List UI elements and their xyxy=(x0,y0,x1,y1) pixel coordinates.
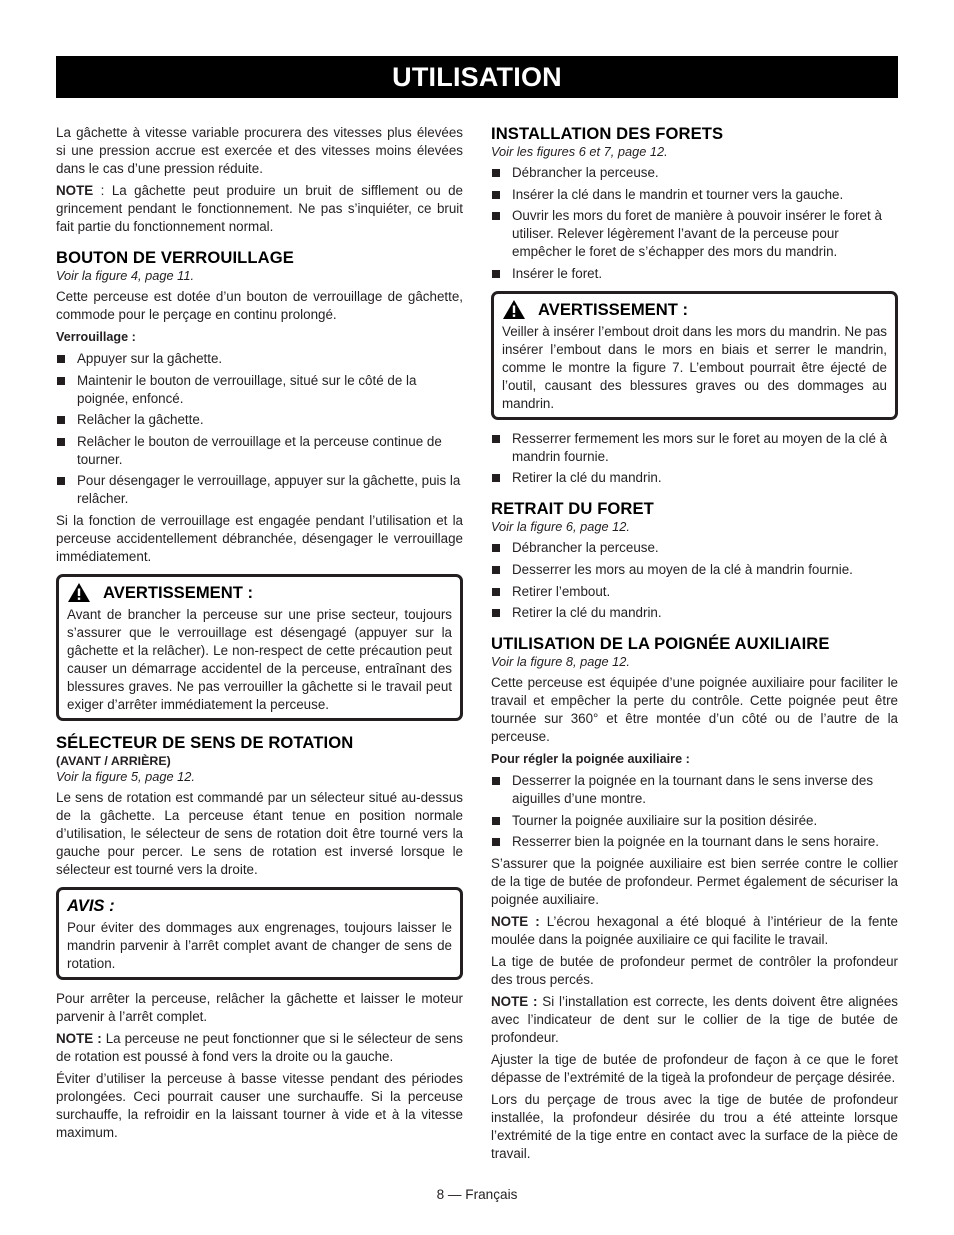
list-label: Verrouillage : xyxy=(56,330,136,344)
list-item: Débrancher la perceuse. xyxy=(491,539,898,557)
list-item: Relâcher la gâchette. xyxy=(56,411,463,429)
note-text: La perceuse ne peut fonctionner que si le sélecteur de sens de rotation est poussé à fond vers la droite ou la gauche. xyxy=(56,1030,464,1064)
note-label: NOTE : xyxy=(56,1030,102,1046)
note-paragraph xyxy=(491,913,898,949)
notice-box xyxy=(56,887,463,980)
paragraph: Cette perceuse est équipée d’une poignée auxiliaire pour faciliter le travail et empêcher la perte du contrôle. Cette poignée peut être tournée sur 360° et être montée d’un côté ou de l’autre de la perceuse. xyxy=(491,675,898,745)
section-heading-install: INSTALLATION DES FORETS xyxy=(491,124,724,143)
warning-title: AVERTISSEMENT : xyxy=(103,582,253,602)
notice-title: AVIS : xyxy=(67,895,115,915)
section-heading-aux-handle: UTILISATION DE LA POIGNÉE AUXILIAIRE xyxy=(491,634,830,654)
install-steps-list xyxy=(491,164,898,283)
warning-header xyxy=(67,582,452,604)
list-item: Maintenir le bouton de verrouillage, situé sur le côté de la poignée, enfoncé. xyxy=(56,372,463,408)
figure-reference: Voir la figure 6, page 12. xyxy=(491,519,630,535)
section-heading-lock: BOUTON DE VERROUILLAGE xyxy=(56,248,294,267)
list-item: Débrancher la perceuse. xyxy=(491,164,898,182)
list-item: Ouvrir les mors du foret de manière à pouvoir insérer le foret à utiliser. Relever légèrement l’avant de la perceuse pour empêcher le foret de s’échapper des mors du mandrin. xyxy=(491,207,898,261)
note-paragraph xyxy=(56,182,463,236)
note-paragraph xyxy=(56,1030,463,1066)
list-item: Retirer l’embout. xyxy=(491,583,898,601)
section-heading-remove: RETRAIT DU FORET xyxy=(491,499,654,519)
figure-reference: Voir la figure 4, page 11. xyxy=(56,268,195,283)
note-text: L’écrou hexagonal a été bloqué à l’intérieur de la fente moulée dans la poignée auxiliaire ce qui facilite le travail. xyxy=(491,913,898,947)
list-item: Appuyer sur la gâchette. xyxy=(56,350,463,368)
list-item: Resserrer fermement les mors sur le foret au moyen de la clé à mandrin fournie. xyxy=(491,430,898,466)
list-item: Desserrer la poignée en la tournant dans le sens inverse des aiguilles d’une montre. xyxy=(491,772,898,808)
paragraph: Ajuster la tige de butée de profondeur de façon à ce que le foret dépasse de l’extrémité de la tigeà la profondeur de perçage désirée. xyxy=(491,1051,898,1085)
list-item: Retirer la clé du mandrin. xyxy=(491,469,898,487)
remove-steps-list xyxy=(491,539,898,622)
figure-reference: Voir les figures 6 et 7, page 12. xyxy=(491,144,668,159)
warning-text: Veiller à insérer l’embout droit dans les mors du mandrin. Ne pas insérer l’embout dans le mors en biais et serrer le mandrin, comme le montre la figure 7. L’embout pourrait être éjecté de l’outil, causant des blessures graves ou des dommages au mandrin. xyxy=(502,323,887,411)
list-item: Tourner la poignée auxiliaire sur la position désirée. xyxy=(491,812,898,830)
list-item: Insérer la clé dans le mandrin et tourner vers la gauche. xyxy=(491,186,898,204)
paragraph: Pour arrêter la perceuse, relâcher la gâchette et laisser le moteur parvenir à l’arrêt complet. xyxy=(56,990,463,1024)
paragraph: La tige de butée de profondeur permet de contrôler la profondeur des trous percés. xyxy=(491,953,898,987)
warning-triangle-icon xyxy=(67,582,91,603)
note-text: : La gâchette peut produire un bruit de sifflement ou de grincement pendant le fonctionnement. Ne pas s’inquiéter, ce bruit fait partie du fonctionnement normal. xyxy=(56,183,463,234)
install-after-list xyxy=(491,430,898,488)
warning-triangle-icon xyxy=(502,299,526,320)
page-title: UTILISATION xyxy=(56,56,898,98)
right-column xyxy=(491,124,898,1167)
warning-title: AVERTISSEMENT : xyxy=(538,299,688,319)
left-column xyxy=(56,124,463,1146)
note-text: Si l’installation est correcte, les dents doivent être alignées avec l’indicateur de dent sur le collier de la tige de butée de profondeur. xyxy=(491,993,898,1045)
paragraph: Si la fonction de verrouillage est engagée pendant l’utilisation et la perceuse accidentellement débranchée, désengager le verrouillage immédiatement. xyxy=(56,512,463,564)
warning-box xyxy=(491,291,898,420)
note-label: NOTE : xyxy=(491,993,538,1009)
warning-header xyxy=(502,299,887,321)
figure-reference: Voir la figure 5, page 12. xyxy=(56,768,195,784)
aux-steps-list xyxy=(491,772,898,851)
paragraph: Éviter d’utiliser la perceuse à basse vitesse pendant des périodes prolongées. Ceci pourrait causer une surchauffe. Si la perceuse surchauffe, la refroidir en la laissant tourner à vide et à la vitesse maximum. xyxy=(56,1070,463,1140)
note-label: NOTE : xyxy=(491,913,540,929)
paragraph: Lors du perçage de trous avec la tige de butée de profondeur installée, la profondeur désirée du trou a été atteinte lorsque l’extrémité de la tige entre en contact avec la surface de la pièce de travail. xyxy=(491,1091,898,1161)
notice-header xyxy=(67,895,452,917)
warning-text: Avant de brancher la perceuse sur une prise secteur, toujours s’assurer que le verrouillage est désengagé (appuyer sur la gâchette et la relâcher). Le non-respect de cette précaution peut causer un démarrage accidentel de la perceuse, entraînant des blessures graves. Ne pas verrouiller la gâchette si le travail peut exiger d’arrêter immédiatement la perceuse. xyxy=(67,606,452,712)
list-item: Insérer le foret. xyxy=(491,265,898,283)
notice-text: Pour éviter des dommages aux engrenages, toujours laisser le mandrin parvenir à l’arrêt complet avant de changer de sens de rotation. xyxy=(67,919,452,971)
paragraph: S’assurer que la poignée auxiliaire est bien serrée contre le collier de la tige de butée de profondeur. Permet également de sécuriser la poignée auxiliaire. xyxy=(491,855,898,907)
section-subheading: (AVANT / ARRIÈRE) xyxy=(56,753,171,768)
warning-box xyxy=(56,574,463,721)
paragraph: Cette perceuse est dotée d’un bouton de verrouillage de gâchette, commode pour le perçage en continu prolongé. xyxy=(56,289,463,322)
figure-reference: Voir la figure 8, page 12. xyxy=(491,654,630,670)
note-paragraph xyxy=(491,993,898,1047)
list-item: Desserrer les mors au moyen de la clé à mandrin fournie. xyxy=(491,561,898,579)
page-footer: 8 — Français xyxy=(436,1187,518,1202)
intro-paragraph: La gâchette à vitesse variable procurera des vitesses plus élevées si une pression accrue est exercée et des vitesses moins élevées dans le cas d’une pression réduite. xyxy=(56,125,463,176)
list-label: Pour régler la poignée auxiliaire : xyxy=(491,752,690,767)
paragraph: Le sens de rotation est commandé par un sélecteur situé au-dessus de la gâchette. La perceuse étant tenue en position normale d’utilisation, le sélecteur de sens de rotation doit être tourné vers la gauche pour percer. Le sens de rotation est inversé lorsque le sélecteur est tourné vers la droite. xyxy=(56,789,463,877)
list-item: Pour désengager le verrouillage, appuyer sur la gâchette, puis la relâcher. xyxy=(56,472,463,508)
note-label: NOTE xyxy=(56,183,94,198)
lock-steps-list xyxy=(56,350,463,508)
section-heading-selector: SÉLECTEUR DE SENS DE ROTATION xyxy=(56,732,354,752)
list-item: Retirer la clé du mandrin. xyxy=(491,604,898,622)
list-item: Resserrer bien la poignée en la tournant dans le sens horaire. xyxy=(491,833,898,851)
list-item: Relâcher le bouton de verrouillage et la perceuse continue de tourner. xyxy=(56,433,463,469)
